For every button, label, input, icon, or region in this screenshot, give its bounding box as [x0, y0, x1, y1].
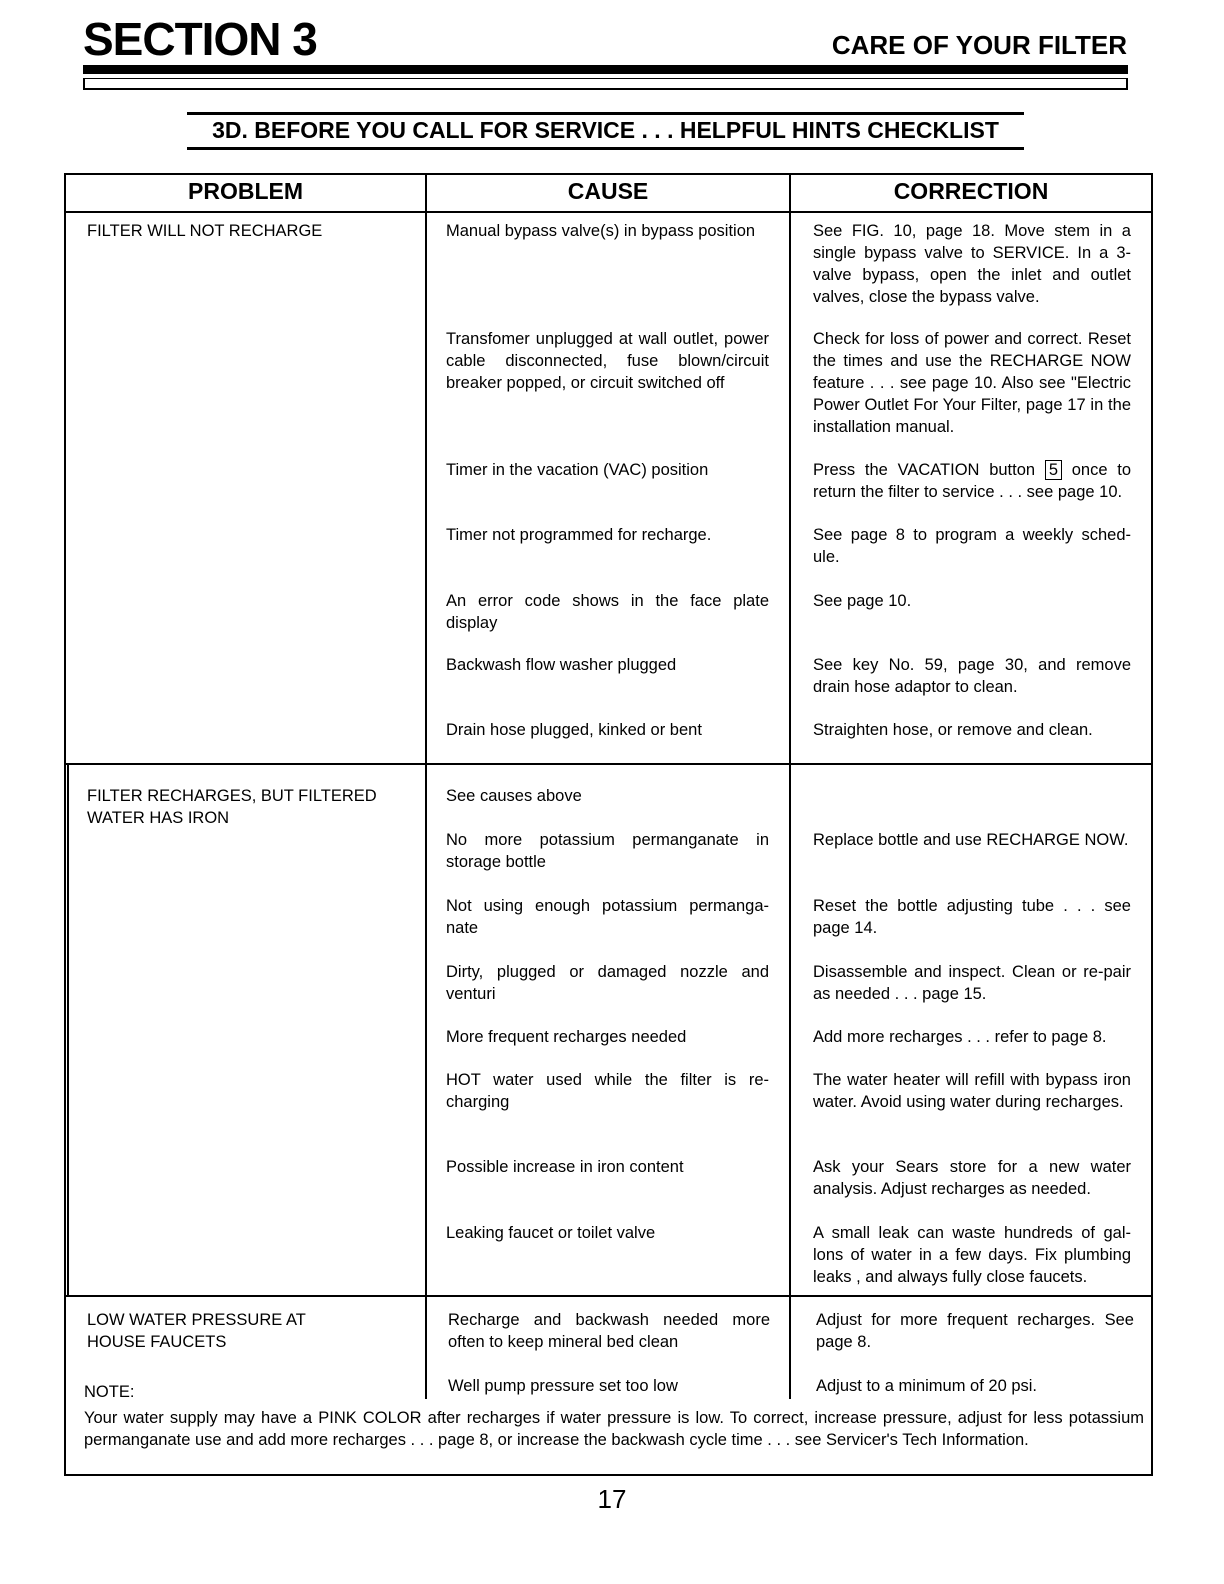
problem-cell: FILTER RECHARGES, BUT FILTERED WATER HAS IRON — [87, 787, 377, 827]
cause-cell: No more potassium permanganate in storage bottle — [446, 831, 769, 871]
cause-cell: Timer not programmed for recharge. — [446, 526, 712, 544]
correction-cell: See page 8 to program a weekly sched-ule. — [813, 526, 1131, 566]
column-divider — [789, 175, 791, 1399]
section-subtitle: CARE OF YOUR FILTER — [831, 30, 1127, 60]
correction-cell: A small leak can waste hundreds of gal-lons of water in a few days. Fix plumbing leaks , and always fully close faucets. — [813, 1224, 1131, 1286]
cause-cell: An error code shows in the face plate display — [446, 592, 769, 632]
cause-cell: Recharge and backwash needed more often to keep mineral bed clean — [448, 1311, 770, 1351]
cause-cell: Leaking faucet or toilet valve — [446, 1224, 656, 1242]
column-header-correction: CORRECTION — [893, 178, 1049, 204]
correction-text: once to return the filter to service . . . see page 10. — [813, 461, 1132, 501]
vacation-button-number: 5 — [1045, 460, 1062, 480]
cause-cell: Possible increase in iron content — [446, 1158, 684, 1176]
column-header-cause: CAUSE — [567, 178, 649, 204]
problem-cell: LOW WATER PRESSURE AT HOUSE FAUCETS — [87, 1311, 306, 1351]
cause-cell: More frequent recharges needed — [446, 1028, 687, 1046]
problem-cell: FILTER WILL NOT RECHARGE — [87, 222, 323, 240]
column-divider — [425, 175, 427, 1399]
page-number: 17 — [597, 1484, 627, 1514]
correction-text: Press the VACATION button — [813, 461, 1036, 479]
section-title: SECTION 3 — [83, 13, 317, 65]
header-rule — [83, 65, 1128, 74]
correction-cell: The water heater will refill with bypass iron water. Avoid using water during recharges. — [813, 1071, 1131, 1111]
header-row-divider — [64, 211, 1153, 213]
correction-cell: Adjust to a minimum of 20 psi. — [816, 1377, 1038, 1395]
correction-cell: Disassemble and inspect. Clean or re-pair as needed . . . page 15. — [813, 963, 1131, 1003]
correction-cell: Add more recharges . . . refer to page 8. — [813, 1028, 1107, 1046]
checklist-heading: 3D. BEFORE YOU CALL FOR SERVICE . . . HELPFUL HINTS CHECKLIST — [187, 112, 1024, 150]
correction-cell: Replace bottle and use RECHARGE NOW. — [813, 831, 1129, 849]
group-divider — [64, 763, 1153, 765]
cause-cell: Dirty, plugged or damaged nozzle and venturi — [446, 963, 769, 1003]
cause-cell: Backwash flow washer plugged — [446, 656, 677, 674]
correction-cell: Check for loss of power and correct. Reset the times and use the RECHARGE NOW feature . . . see page 10. Also see "Electric Power Outlet For Your Filter, page 17 in the installation manual. — [813, 330, 1131, 436]
cause-cell: Well pump pressure set too low — [448, 1377, 678, 1395]
note-text: Your water supply may have a PINK COLOR after recharges if water pressure is low. To correct, increase pressure, adjust for less potassium permanganate use and add more recharges . . . page 8, or increase the backwash cycle time . . . see Servicer's Tech Information. — [84, 1409, 1144, 1449]
cause-cell: Transfomer unplugged at wall outlet, power cable disconnected, fuse blown/circuit breaker popped, or circuit switched off — [446, 330, 769, 392]
group-divider — [64, 1295, 1153, 1297]
correction-cell: Adjust for more frequent recharges. See page 8. — [816, 1311, 1134, 1351]
correction-cell: See page 10. — [813, 592, 912, 610]
cause-cell: Timer in the vacation (VAC) position — [446, 461, 709, 479]
correction-cell: Reset the bottle adjusting tube . . . see page 14. — [813, 897, 1131, 937]
note-label: NOTE: — [84, 1383, 135, 1401]
cause-cell: HOT water used while the filter is re-charging — [446, 1071, 769, 1111]
inner-border — [67, 765, 69, 1295]
cause-cell: Manual bypass valve(s) in bypass position — [446, 222, 756, 240]
column-header-problem: PROBLEM — [188, 178, 303, 204]
correction-cell: Straighten hose, or remove and clean. — [813, 721, 1093, 739]
cause-cell: Drain hose plugged, kinked or bent — [446, 721, 702, 739]
cause-cell: See causes above — [446, 787, 582, 805]
cause-cell: Not using enough potassium permanga-nate — [446, 897, 769, 937]
correction-cell — [813, 459, 1131, 503]
correction-cell: See key No. 59, page 30, and remove drain hose adaptor to clean. — [813, 656, 1131, 696]
correction-cell: See FIG. 10, page 18. Move stem in a single bypass valve to SERVICE. In a 3-valve bypass, open the inlet and outlet valves, close the bypass valve. — [813, 222, 1131, 306]
header-rule-box — [83, 78, 1128, 90]
correction-cell: Ask your Sears store for a new water analysis. Adjust recharges as needed. — [813, 1158, 1131, 1198]
